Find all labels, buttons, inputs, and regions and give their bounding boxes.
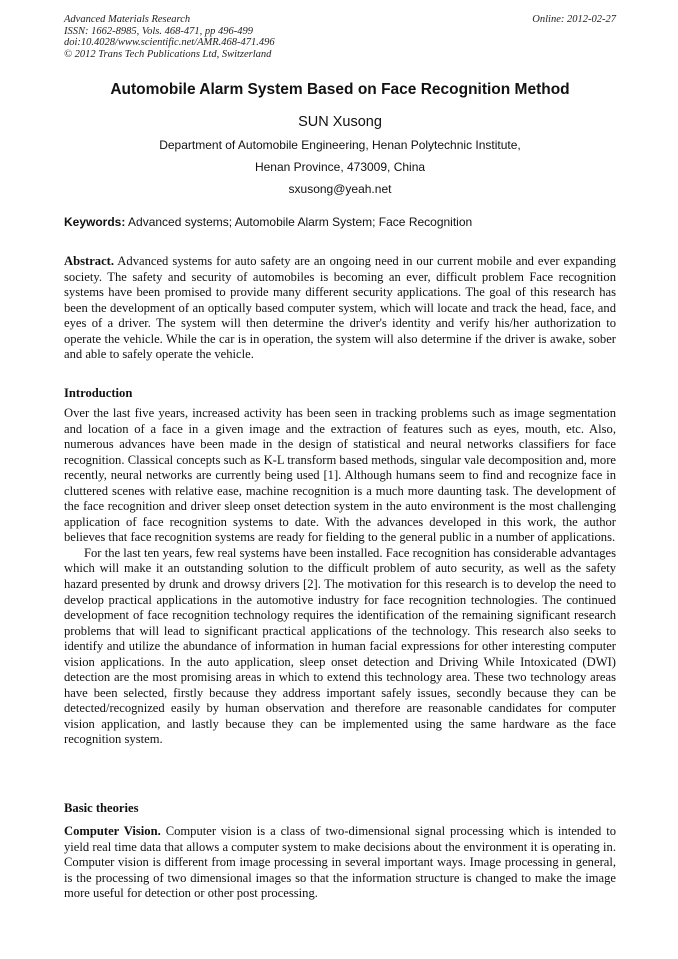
- affiliation-line-2: Henan Province, 473009, China: [254, 160, 426, 174]
- author-email: sxusong@yeah.net: [288, 182, 392, 196]
- keywords: [64, 215, 616, 229]
- journal-header: [64, 14, 616, 60]
- abstract-label: Abstract.: [64, 254, 115, 268]
- abstract: [64, 254, 616, 363]
- abstract-text: Advanced systems for auto safety are an ongoing need in our current mobile and ever expanding society. The safety and security of automobiles is becoming an ever, difficult problem Face recognition systems have been promised to provide many different security applications. The goal of this research has been the development of an optically based computer system, which will locate and track the head, face, and eyes of a driver. The system will then determine the driver's identity and verify his/her authorization to operate the vehicle. While the car is in operation, the system will also determine if the driver is awake, sober and able to safely operate the vehicle.: [64, 254, 616, 362]
- issn-line: ISSN: 1662-8985, Vols. 468-471, pp 496-499: [64, 25, 253, 37]
- paper-title: Automobile Alarm System Based on Face Recognition Method: [110, 81, 570, 98]
- online-date: Online: 2012-02-27: [532, 14, 616, 25]
- doi-line: doi:10.4028/www.scientific.net/AMR.468-471.496: [64, 37, 275, 48]
- keywords-text: Advanced systems; Automobile Alarm System; Face Recognition: [128, 215, 473, 229]
- computer-vision-label: Computer Vision.: [64, 824, 161, 838]
- basic-theories-body: [64, 824, 616, 902]
- introduction-body: [64, 406, 616, 748]
- computer-vision-text: Computer vision is a class of two-dimensional signal processing which is intended to yield real time data that allows a computer system to make decisions about the environment it is operating in. Computer vision is different from image processing in several important ways. Image processing in general, is the processing of two dimensional images so that the information structure is changed to make the image more useful for detection or other post processing.: [64, 824, 617, 901]
- section-heading-introduction: Introduction: [64, 386, 133, 400]
- section-heading-basic-theories: Basic theories: [64, 801, 139, 815]
- introduction-paragraph-2: For the last ten years, few real systems have been installed. Face recognition has considerable advantages which will make it an outstanding solution to the difficult problem of auto security, as well as the safety hazard presented by drunk and drowsy drivers [2]. The motivation for this research is to develop the need to develop practical applications in the automotive industry for face recognition technologies. The continued development of face recognition technology requires the identification of the remaining significant research problems that will lead to significant practical applications of the technology. This research also seeks to identify and utilize the abundance of information in human facial expressions for other interesting computer vision applications. In the auto application, sleep onset detection and Driving While Intoxicated (DWI) detection are the most promising areas in which to extend this technology area. These two technology areas have been selected, firstly because they address important safely issues, secondly because they can be detected/recognized easily by human observation and therefore are reasonable candidates for computer vision application, and lastly because they can be implemented using the same hardware as the face recognition system.: [64, 545, 616, 747]
- journal-name: Advanced Materials Research: [64, 14, 191, 25]
- copyright-line: © 2012 Trans Tech Publications Ltd, Switzerland: [64, 48, 272, 60]
- introduction-paragraph-1: Over the last five years, increased activity has been seen in tracking problems such as image segmentation and location of a face in a given image and the extraction of features such as eyes, mouth, etc. Also, numerous advances have been made in the design of statistical and neural networks classifiers for face recognition. Classical concepts such as K-L transform based methods, singular vale decomposition and, more recently, neural networks are currently being used [1]. Although humans seem to find and recognize face in cluttered scenes with relative ease, machine recognition is a much more daunting task. The development of the face recognition and driver sleep onset detection system in the auto environment is the most challenging application of face recognition systems to date. With the advances developed in this work, the author believes that face recognition systems are ready for fielding to the general public in a number of applications.: [64, 406, 616, 545]
- keywords-label: Keywords:: [64, 215, 126, 229]
- author-name: SUN Xusong: [298, 114, 382, 130]
- affiliation-line-1: Department of Automobile Engineering, Henan Polytechnic Institute,: [159, 138, 521, 152]
